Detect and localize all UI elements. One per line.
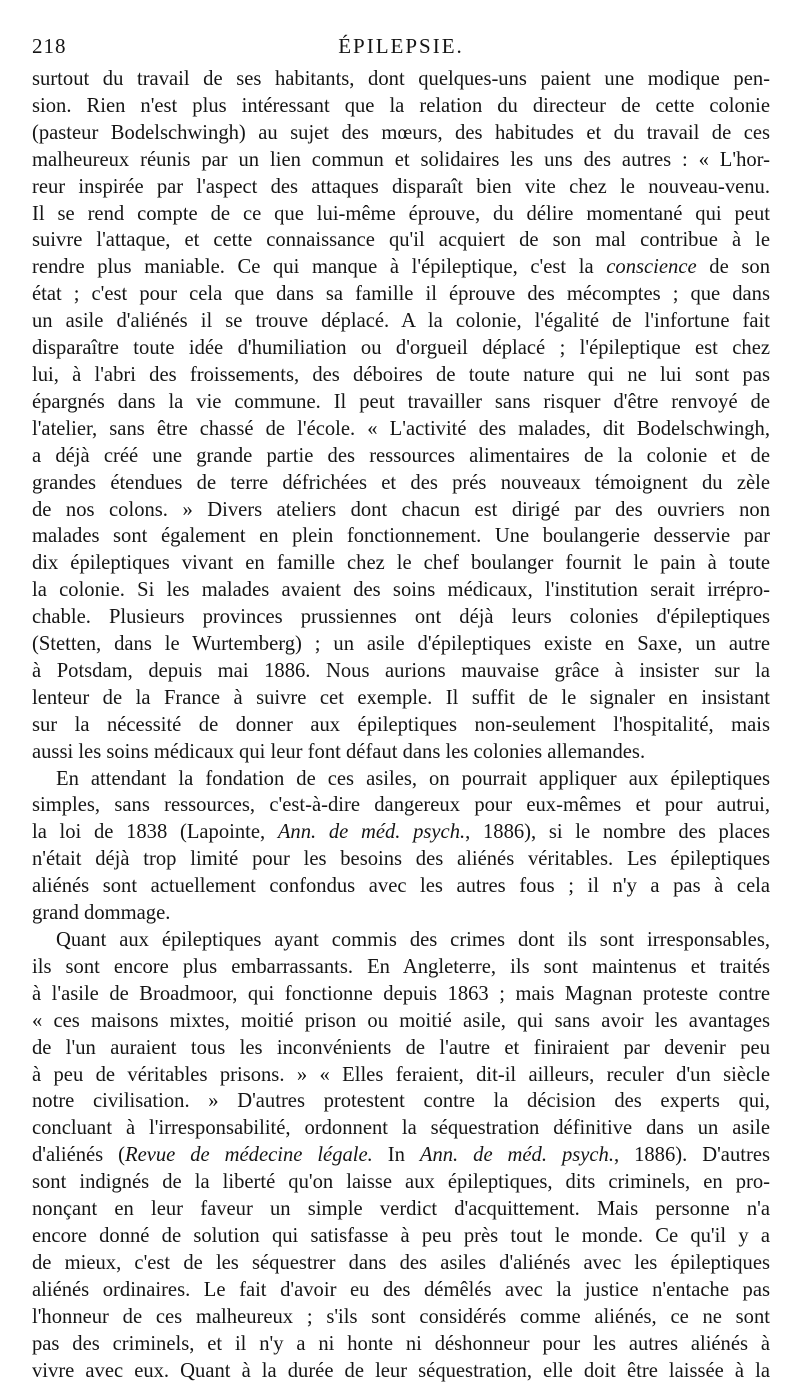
- paragraph: [32, 766, 770, 927]
- text-line: notre civilisation. » D'autres protestent contre la décision des experts qui,: [32, 1090, 770, 1113]
- text-line: surtout du travail de ses habitants, dont quelques-uns paient une modique pen-: [32, 68, 770, 90]
- text-line: sur la nécessité de donner aux épileptiques non-seulement l'hospitalité, mais: [32, 713, 770, 736]
- text-line: à Potsdam, depuis mai 1886. Nous aurions mauvaise grâce à insister sur la: [32, 659, 770, 682]
- text-line: encore donné de solution qui satisfasse à peu près tout le monde. Ce qu'il y a: [32, 1224, 770, 1247]
- text-line: lenteur de la France à suivre cet exemple. Il suffit de le signaler en insistant: [32, 686, 770, 709]
- text-line: a déjà créé une grande partie des ressources alimentaires de la colonie et de: [32, 444, 770, 467]
- text-line: sion. Rien n'est plus intéressant que la relation du directeur de cette colonie: [32, 94, 770, 117]
- book-page: [32, 26, 770, 1384]
- text-line: (Stetten, dans le Wurtemberg) ; un asile d'épileptiques existe en Saxe, un autre: [32, 633, 770, 656]
- text-line: pas des criminels, et il n'y a ni honte ni déshonneur pour les autres aliénés à: [32, 1332, 770, 1355]
- text-line: l'atelier, sans être chassé de l'école. « L'activité des malades, dit Bodelschwingh,: [32, 417, 770, 440]
- text-line: nonçant en leur faveur un simple verdict d'acquittement. Mais personne n'a: [32, 1198, 770, 1221]
- text-line: malades sont également en plein fonctionnement. Une boulangerie desservie par: [32, 525, 770, 548]
- text-line: lui, à l'abri des froissements, des déboires de toute nature qui ne lui sont pas: [32, 363, 770, 386]
- text-line: grand dommage.: [32, 902, 171, 925]
- text-line: l'honneur de ces malheureux ; s'ils sont considérés comme aliénés, ce ne sont: [32, 1305, 770, 1328]
- text-line: suivre l'attaque, et cette connaissance qu'il acquiert de son mal contribue à le: [32, 229, 770, 252]
- text-line: état ; c'est pour cela que dans sa famille il éprouve des mécomptes ; que dans: [32, 283, 770, 306]
- text-line: (pasteur Bodelschwingh) au sujet des mœurs, des habitudes et du travail de ces: [32, 121, 770, 144]
- text-line: aliénés ordinaires. Le fait d'avoir eu des démêlés avec la justice n'entache pas: [32, 1278, 770, 1301]
- text-line: dix épileptiques vivant en famille chez le chef boulanger fournit le pain à toute: [32, 552, 770, 575]
- text-line: Il se rend compte de ce que lui-même éprouve, du délire momentané qui peut: [32, 202, 770, 225]
- text-line: malheureux réunis par un lien commun et solidaires les uns des autres : « L'hor-: [32, 148, 770, 171]
- paragraph: [32, 66, 770, 766]
- text-line: la loi de 1838 (Lapointe, Ann. de méd. psych., 1886), si le nombre des places: [32, 821, 770, 844]
- text-line: sont indignés de la liberté qu'on laisse aux épileptiques, dits criminels, en pro-: [32, 1171, 770, 1194]
- text-line: simples, sans ressources, c'est-à-dire dangereux pour eux-mêmes et pour autrui,: [32, 794, 770, 817]
- text-line: un asile d'aliénés il se trouve déplacé. A la colonie, l'égalité de l'infortune fait: [32, 310, 770, 333]
- text-line: à peu de véritables prisons. » « Elles feraient, dit-il ailleurs, reculer d'un siècle: [32, 1063, 770, 1086]
- body-text: [32, 66, 770, 1384]
- text-line: disparaître toute idée d'humiliation ou d'orgueil déplacé ; l'épileptique est chez: [32, 337, 770, 360]
- text-line: épargnés dans la vie commune. Il peut travailler sans risquer d'être renvoyé de: [32, 390, 770, 413]
- text-line: vivre avec eux. Quant à la durée de leur séquestration, elle doit être laissée à la: [32, 1359, 770, 1382]
- text-line: concluant à l'irresponsabilité, ordonnent la séquestration définitive dans un asile: [32, 1117, 770, 1140]
- text-line: de l'un auraient tous les inconvénients de l'autre et finiraient par devenir peu: [32, 1036, 770, 1059]
- page-number: 218: [32, 34, 67, 58]
- text-line: ils sont encore plus embarrassants. En Angleterre, ils sont maintenus et traités: [32, 955, 770, 978]
- text-line: aliénés sont actuellement confondus avec les autres fous ; il n'y a pas à cela: [32, 875, 770, 898]
- text-line: de nos colons. » Divers ateliers dont chacun est dirigé par des ouvriers non: [32, 498, 770, 521]
- text-line: reur inspirée par l'aspect des attaques disparaît bien vite chez le nouveau-venu.: [32, 175, 770, 198]
- text-line: n'était déjà trop limité pour les besoins des aliénés véritables. Les épileptiques: [32, 848, 770, 871]
- text-line: chable. Plusieurs provinces prussiennes ont déjà leurs colonies d'épileptiques: [32, 606, 770, 629]
- text-line: « ces maisons mixtes, moitié prison ou moitié asile, qui sans avoir les avantages: [32, 1009, 770, 1032]
- text-line: d'aliénés (Revue de médecine légale. In Ann. de méd. psych., 1886). D'autres: [32, 1144, 770, 1167]
- text-line: de mieux, c'est de les séquestrer dans des asiles d'aliénés avec les épileptiques: [32, 1251, 770, 1274]
- text-line: à l'asile de Broadmoor, qui fonctionne depuis 1863 ; mais Magnan proteste contre: [32, 982, 770, 1005]
- text-line: la colonie. Si les malades avaient des soins médicaux, l'institution serait irrépro-: [32, 579, 770, 602]
- text-line: aussi les soins médicaux qui leur font défaut dans les colonies allemandes.: [32, 740, 646, 763]
- text-line: grandes étendues de terre défrichées et des prés nouveaux témoignent du zèle: [32, 471, 770, 494]
- paragraph: [32, 927, 770, 1384]
- text-line: Quant aux épileptiques ayant commis des crimes dont ils sont irresponsables,: [56, 929, 770, 951]
- running-title: ÉPILEPSIE.: [338, 34, 464, 58]
- page-header: [32, 26, 770, 66]
- text-line: rendre plus maniable. Ce qui manque à l'épileptique, c'est la conscience de son: [32, 256, 770, 279]
- text-line: En attendant la fondation de ces asiles, on pourrait appliquer aux épileptiques: [56, 767, 770, 790]
